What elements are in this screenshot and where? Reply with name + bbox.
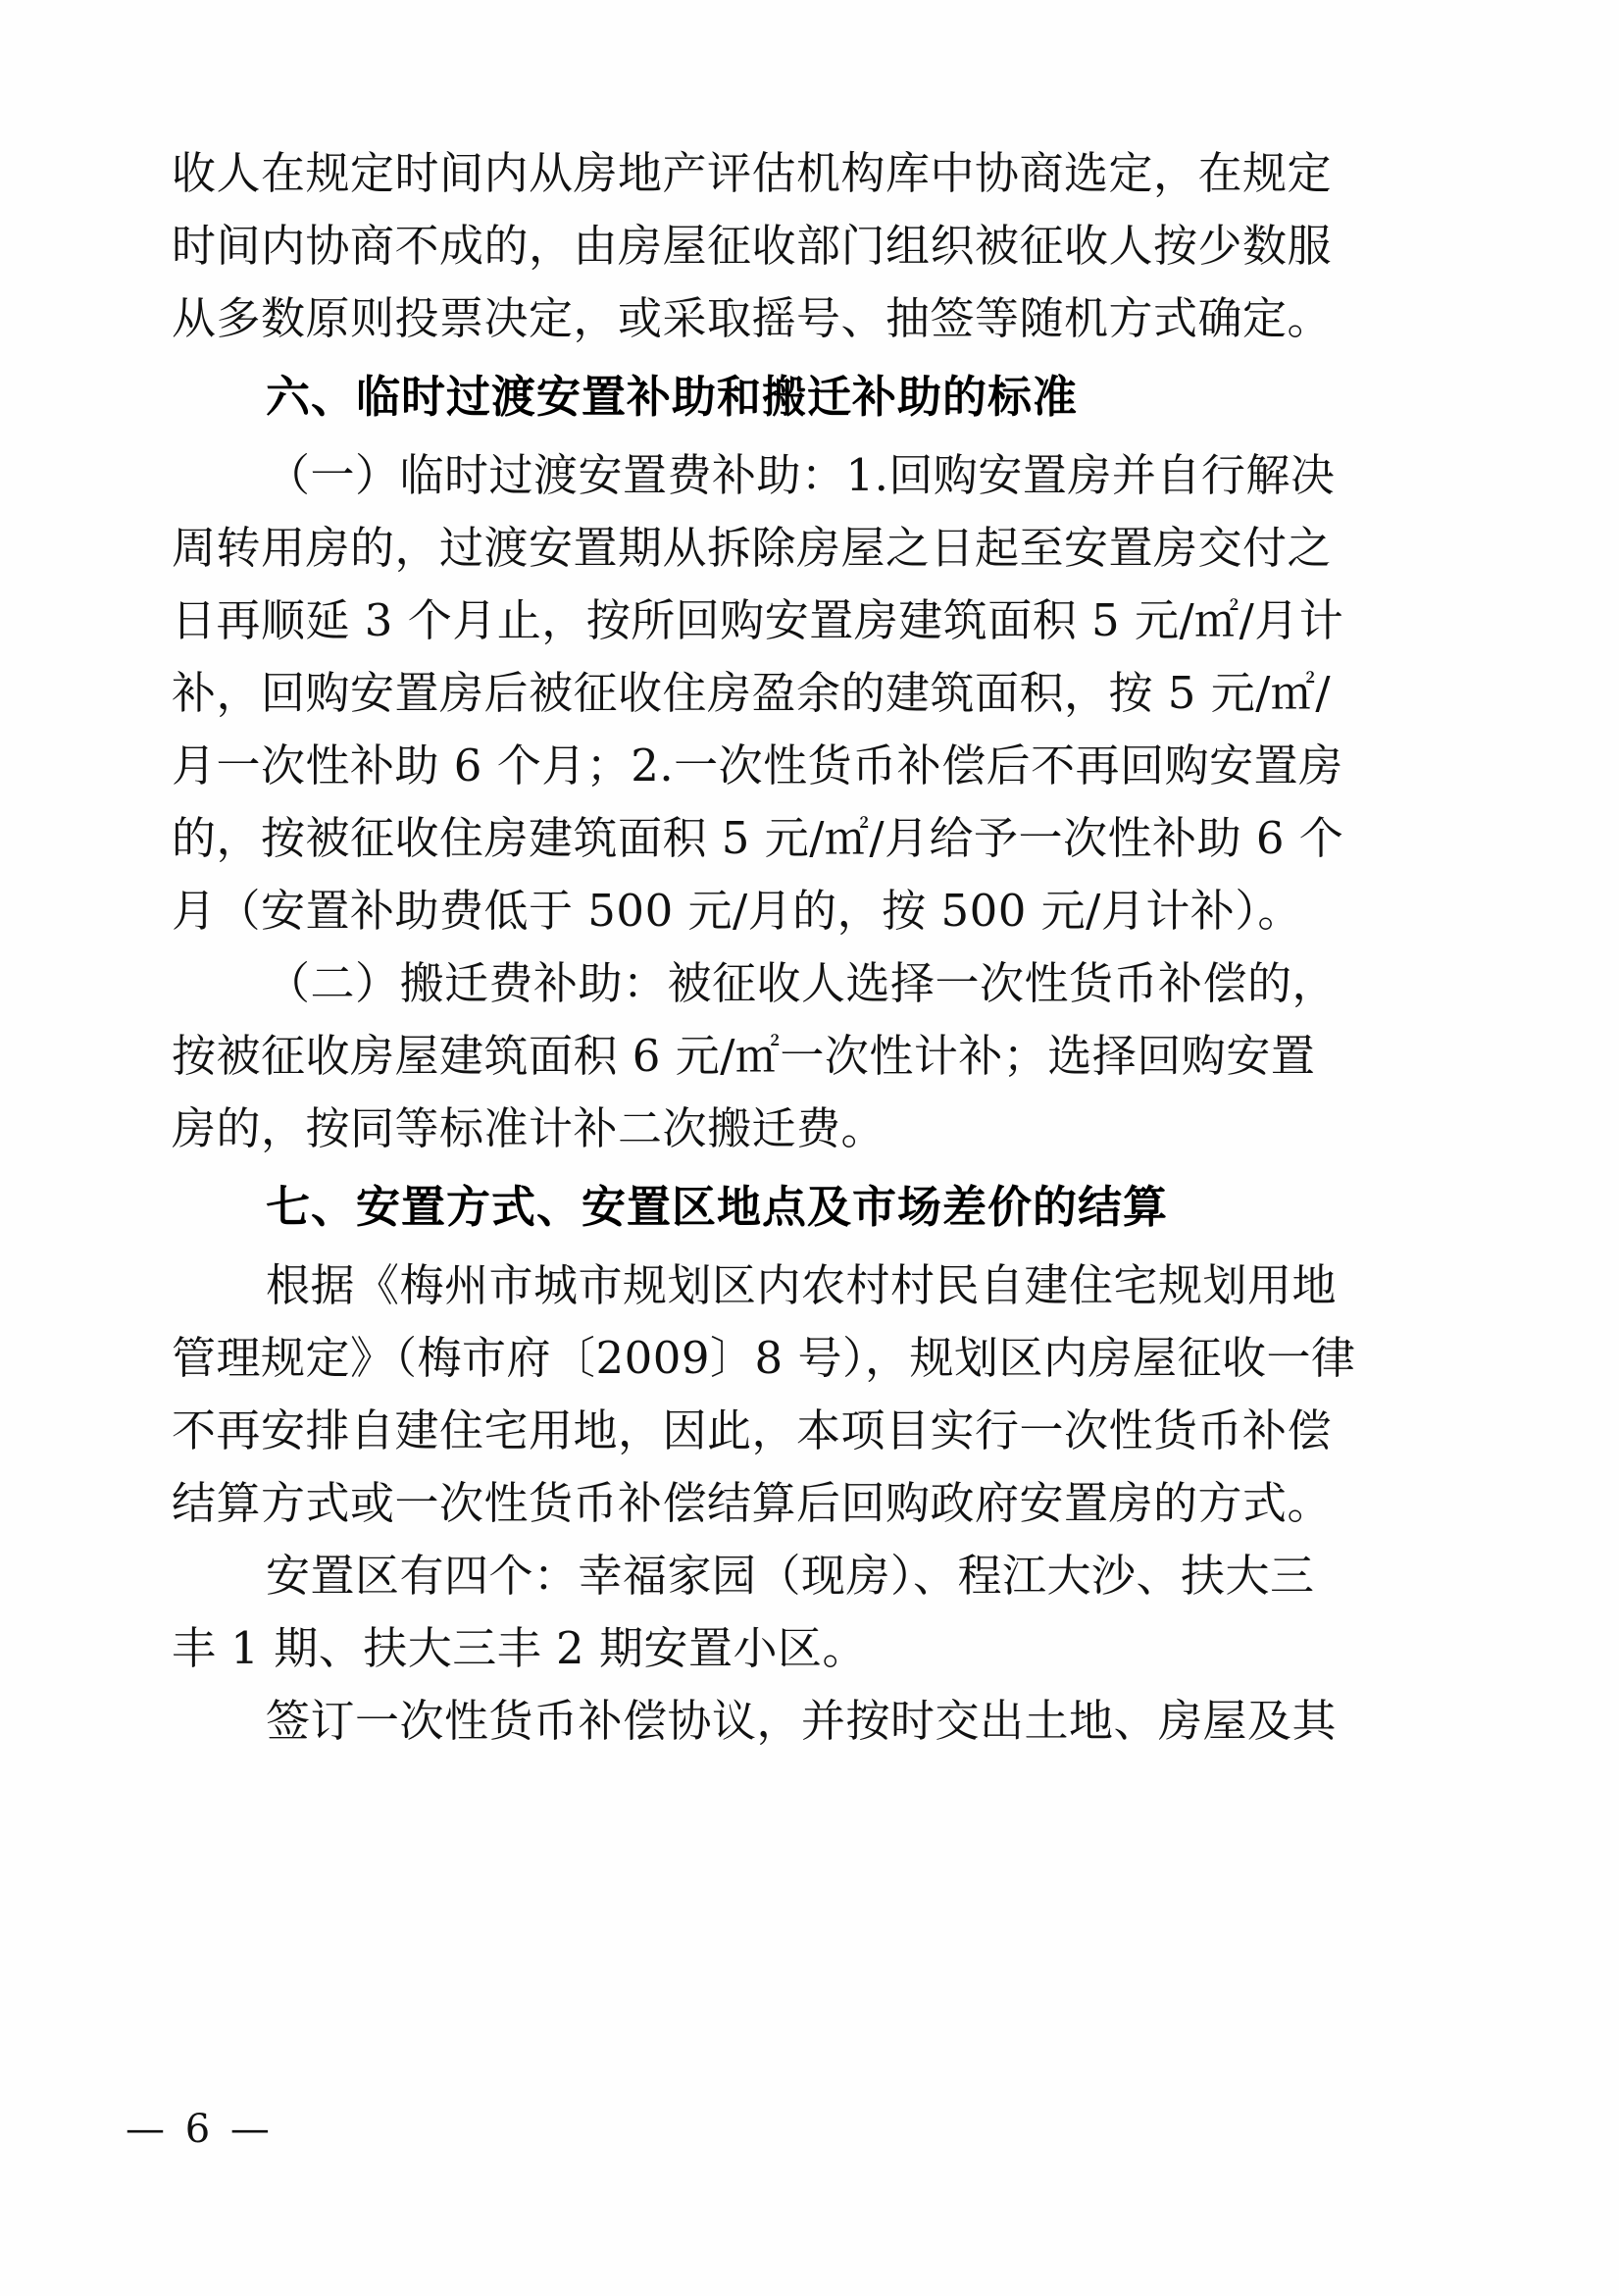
paragraph-resettlement-areas	[172, 1540, 1446, 1685]
body-line: 时间内协商不成的，由房屋征收部门组织被征收人按少数服	[172, 220, 1333, 272]
page-number: — 6 —	[126, 2107, 274, 2152]
body-line: 房的，按同等标准计补二次搬迁费。	[172, 1102, 886, 1154]
body-line: 周转用房的，过渡安置期从拆除房屋之日起至安置房交付之	[172, 522, 1333, 574]
body-line: 月一次性补助 6 个月；2.一次性货币补偿后不再回购安置房	[172, 740, 1343, 791]
body-line: 根据《梅州市城市规划区内农村村民自建住宅规划用地	[266, 1259, 1338, 1311]
body-line: 日再顺延 3 个月止，按所回购安置房建筑面积 5 元/㎡/月计	[172, 594, 1344, 646]
body-line: （一）临时过渡安置费补助：1.回购安置房并自行解决	[266, 449, 1336, 501]
body-line: 安置区有四个：幸福家园（现房）、程江大沙、扶大三	[266, 1550, 1315, 1602]
body-line: 结算方式或一次性货币补偿结算后回购政府安置房的方式。	[172, 1477, 1333, 1529]
paragraph-assessment-selection	[172, 137, 1446, 355]
body-line: （二）搬迁费补助：被征收人选择一次性货币补偿的，	[266, 957, 1338, 1009]
body-line: 收人在规定时间内从房地产评估机构库中协商选定，在规定	[172, 147, 1333, 199]
body-line: 的，按被征收住房建筑面积 5 元/㎡/月给予一次性补助 6 个	[172, 812, 1344, 864]
body-line: 丰 1 期、扶大三丰 2 期安置小区。	[172, 1622, 867, 1674]
heading-section-seven: 七、安置方式、安置区地点及市场差价的结算	[266, 1181, 1169, 1233]
paragraph-agreement-signing	[172, 1685, 1446, 1758]
body-line: 按被征收房屋建筑面积 6 元/㎡一次性计补；选择回购安置	[172, 1030, 1316, 1082]
body-line: 签订一次性货币补偿协议，并按时交出土地、房屋及其	[266, 1695, 1338, 1747]
paragraph-item-two-moving-subsidy	[172, 947, 1446, 1165]
paragraph-item-one-transition-subsidy	[172, 439, 1446, 947]
paragraph-regulation-basis	[172, 1250, 1446, 1540]
body-line: 不再安排自建住宅用地，因此，本项目实行一次性货币补偿	[172, 1404, 1333, 1456]
body-line: 月（安置补助费低于 500 元/月的，按 500 元/月计补）。	[172, 885, 1302, 937]
body-line: 补，回购安置房后被征收住房盈余的建筑面积，按 5 元/㎡/	[172, 667, 1332, 719]
heading-section-six: 六、临时过渡安置补助和搬迁补助的标准	[266, 371, 1079, 423]
document-body	[172, 137, 1446, 1758]
body-line: 从多数原则投票决定，或采取摇号、抽签等随机方式确定。	[172, 292, 1333, 344]
body-line: 管理规定》（梅市府〔2009〕8 号），规划区内房屋征收一律	[172, 1332, 1356, 1384]
